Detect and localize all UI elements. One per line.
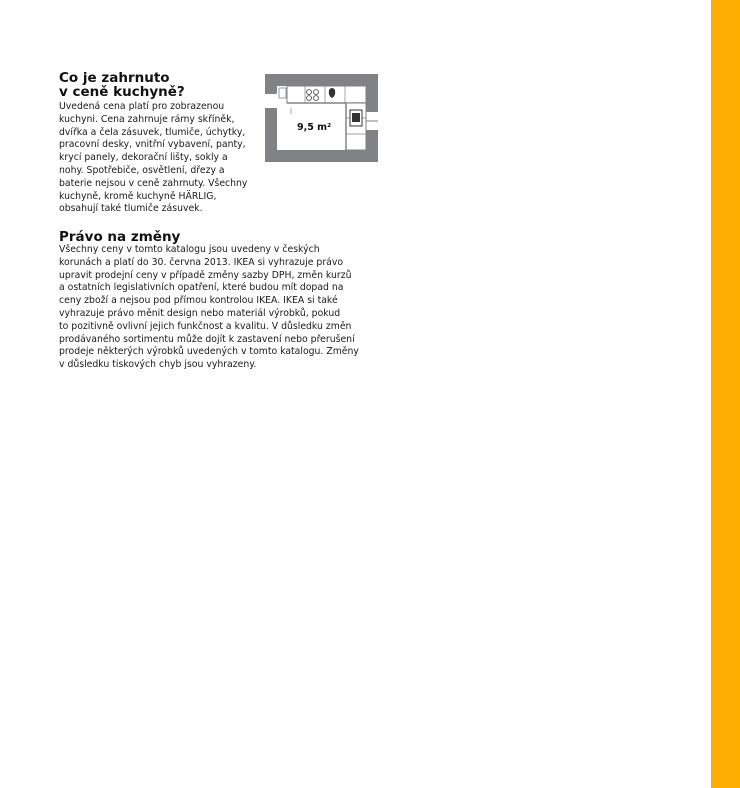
- changes-line: to pozitivně ovlivní jejich funkčnost a kvalitu. V důsledku změn: [59, 320, 352, 332]
- included-line: pracovní desky, vnitřní vybavení, panty,: [59, 139, 246, 151]
- changes-body: [59, 244, 359, 372]
- changes-line: korunách a platí do 30. června 2013. IKEA si vyhrazuje právo: [59, 256, 344, 268]
- included-title-line-1: Co je zahrnuto: [59, 70, 170, 86]
- floor-area-label: 9,5 m²: [297, 122, 332, 133]
- changes-line: v důsledku tiskových chyb jsou vyhrazeny.: [59, 359, 257, 371]
- included-line: baterie nejsou v ceně zahrnuty. Všechny: [59, 177, 248, 189]
- included-line: kuchyni. Cena zahrnuje rámy skříněk,: [59, 113, 235, 125]
- changes-title: Právo na změny: [59, 229, 181, 245]
- included-line: Uvedená cena platí pro zobrazenou: [59, 101, 225, 112]
- changes-line: Všechny ceny v tomto katalogu jsou uvedeny v českých: [59, 244, 320, 255]
- included-line: dvířka a čela zásuvek, tlumiče, úchytky,: [59, 126, 246, 138]
- changes-line: a ostatních legislativních opatření, které budou mít dopad na: [59, 282, 344, 294]
- kitchen-floor-plan-icon: [265, 74, 378, 162]
- changes-line: upravit prodejní ceny v případě změny sazby DPH, změn kurzů: [59, 269, 352, 281]
- changes-line: vyhrazuje právo měnit design nebo materiál výrobků, pokud: [59, 307, 341, 319]
- included-body: [59, 101, 247, 216]
- changes-line: ceny zboží a nejsou pod přímou kontrolou IKEA. IKEA si také: [59, 295, 338, 307]
- included-line: kuchyně, kromě kuchyně HÄRLIG,: [59, 190, 217, 202]
- included-line: obsahují také tlumiče zásuvek.: [59, 203, 203, 215]
- included-line: krycí panely, dekorační lišty, sokly a: [59, 152, 228, 164]
- changes-line: prodeje některých výrobků uvedených v tomto katalogu. Změny: [59, 346, 359, 358]
- included-title: [59, 71, 185, 99]
- included-title-line-2: v ceně kuchyně?: [59, 84, 185, 100]
- changes-line: prodávaného sortimentu může dojít k zastavení nebo přerušení: [59, 333, 355, 345]
- included-line: nohy. Spotřebiče, osvětlení, dřezy a: [59, 164, 225, 176]
- accent-side-bar: [711, 0, 740, 788]
